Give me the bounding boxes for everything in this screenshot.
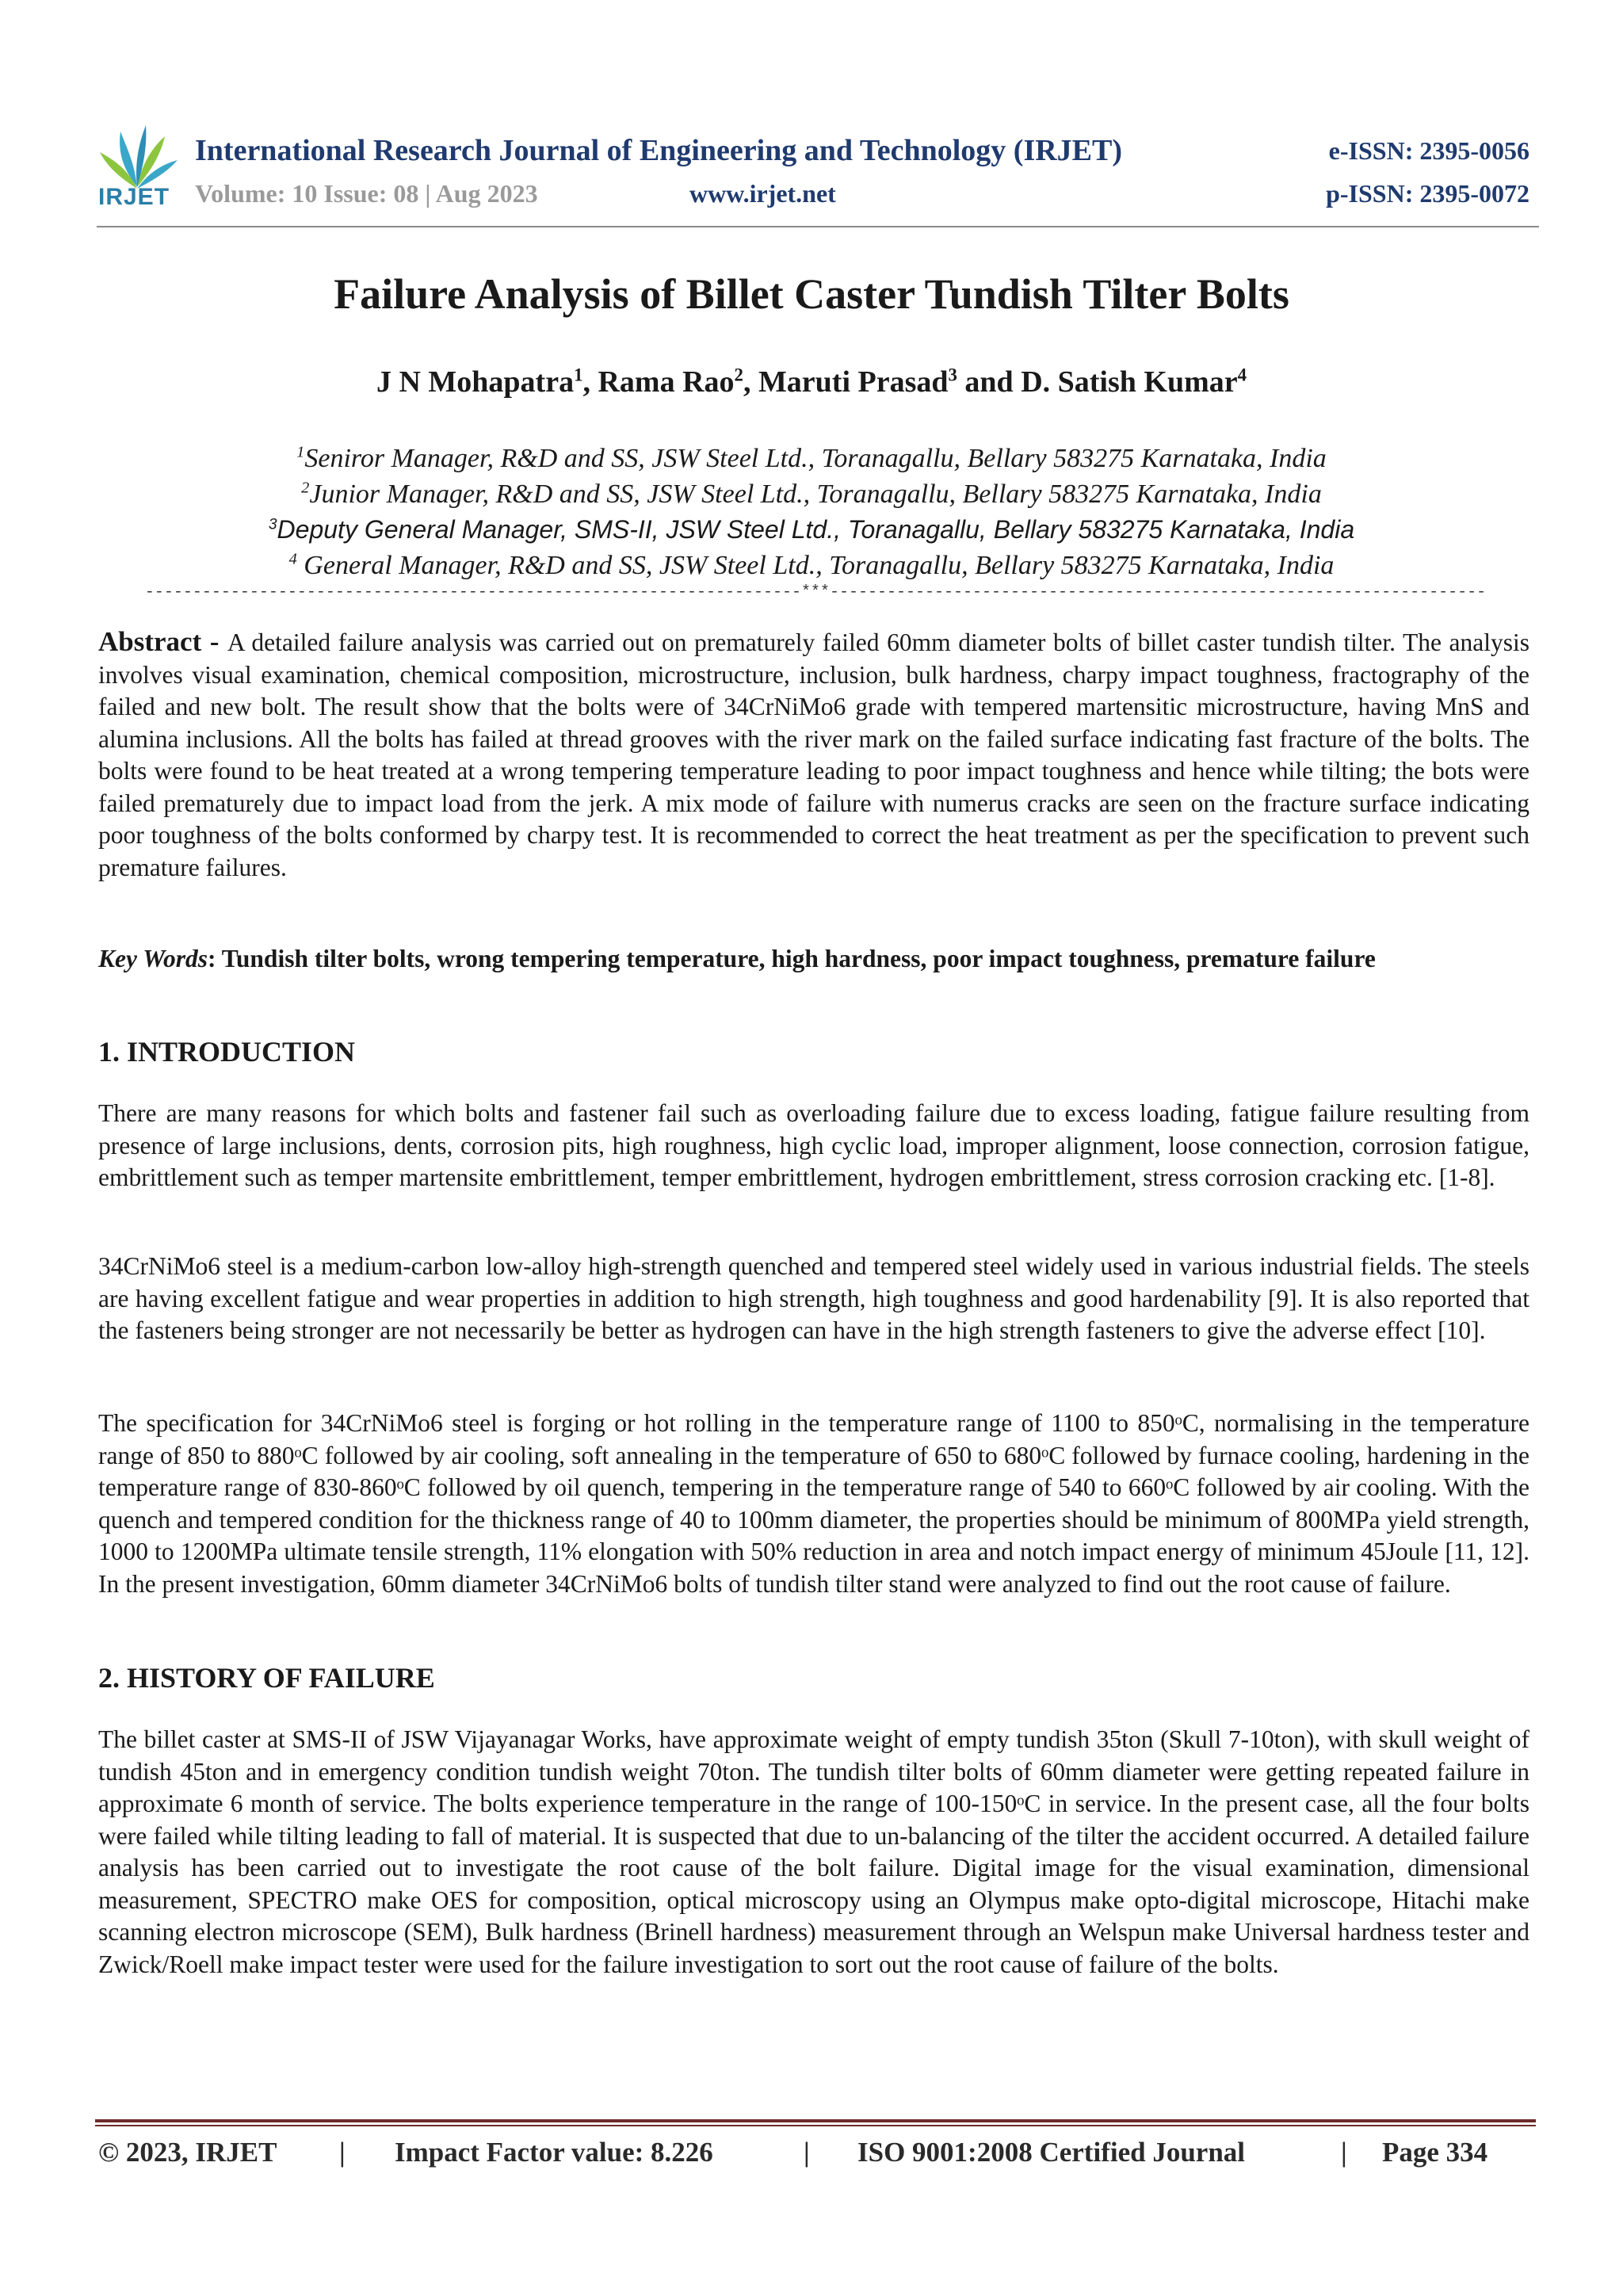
affiliation-text: General Manager, R&D and SS, JSW Steel Ltd., Toranagallu, Bellary 583275 Karnataka, India xyxy=(296,551,1335,580)
footer-separator: | xyxy=(1341,2137,1347,2168)
logo-text: IRJET xyxy=(98,184,170,210)
author-separator: and xyxy=(957,365,1022,399)
author-sup: 2 xyxy=(734,365,743,385)
paragraph: The specification for 34CrNiMo6 steel is forging or hot rolling in the temperature range of 1100 to 850ᵒC, normalising in the temperature range of 850 to 880ᵒC followed by air cooling, soft annealing in the temperature of 650 to 680ᵒC followed by furnace cooling, hardening in the temperature range of 830-860ᵒC followed by oil quench, tempering in the temperature range of 540 to 660ᵒC followed by air cooling. With the quench and tempered condition for the thickness range of 40 to 100mm diameter, the properties should be minimum of 800MPa yield strength, 1000 to 1200MPa ultimate tensile strength, 11% elongation with 50% reduction in area and notch impact energy of minimum 45Joule [11, 12]. In the present investigation, 60mm diameter 34CrNiMo6 bolts of tundish tilter stand were analyzed to find out the root cause of failure. xyxy=(98,1409,1529,1598)
keywords-text: : Tundish tilter bolts, wrong tempering temperature, high hardness, poor impact toughness, premature failure xyxy=(207,945,1376,972)
affiliation-item xyxy=(0,512,1623,548)
p-issn: p-ISSN: 2395-0072 xyxy=(1326,179,1529,208)
footer-iso: ISO 9001:2008 Certified Journal xyxy=(857,2137,1246,2168)
paragraph: There are many reasons for which bolts and fastener fail such as overloading failure due to excess loading, fatigue failure resulting from presence of large inclusions, dents, corrosion pits, high roughness, high cyclic load, improper alignment, loose connection, corrosion fatigue, embrittlement such as temper martensite embrittlement, temper embrittlement, hydrogen embrittlement, stress corrosion cracking etc. [1-8]. xyxy=(98,1099,1529,1191)
affiliation-sup: 2 xyxy=(301,479,310,497)
footer-divider xyxy=(95,2125,1536,2126)
e-issn: e-ISSN: 2395-0056 xyxy=(1328,136,1529,165)
affiliation-list xyxy=(0,441,1623,583)
author-sup: 1 xyxy=(574,365,583,385)
affiliation-text: Seniror Manager, R&D and SS, JSW Steel Ltd., Toranagallu, Bellary 583275 Karnataka, India xyxy=(304,444,1327,473)
footer-copyright: © 2023, IRJET xyxy=(98,2137,277,2168)
affiliation-sup: 3 xyxy=(268,516,277,533)
footer-impact-factor: Impact Factor value: 8.226 xyxy=(395,2137,713,2168)
author-sup: 3 xyxy=(948,365,957,385)
affiliation-sup: 4 xyxy=(288,550,297,568)
paper-title: Failure Analysis of Billet Caster Tundish Tilter Bolts xyxy=(334,270,1289,318)
abstract-text: A detailed failure analysis was carried out on prematurely failed 60mm diameter bolts of billet caster tundish tilter. The analysis involves visual examination, chemical composition, microstructure, inclusion, bulk hardness, charpy impact toughness, fractography of the failed and new bolt. The result show that the bolts were of 34CrNiMo6 grade with tempered martensitic microstructure, having MnS and alumina inclusions. All the bolts has failed at thread grooves with the river mark on the failed surface indicating fast fracture of the bolts. The bolts were found to be heat treated at a wrong tempering temperature leading to poor impact toughness and hence while tilting; the bots were failed prematurely due to impact load from the jerk. A mix mode of failure with numerus cracks are seen on the fracture surface indicating poor toughness of the bolts conformed by charpy test. It is recommended to correct the heat treatment as per the specification to prevent such premature failures. xyxy=(98,628,1529,881)
affiliation-text: Deputy General Manager, SMS-II, JSW Steel Ltd., Toranagallu, Bellary 583275 Karnataka, India xyxy=(277,515,1355,544)
author-sup: 4 xyxy=(1237,365,1247,385)
author-name: J N Mohapatra xyxy=(376,365,575,399)
affiliation-item xyxy=(0,548,1623,583)
affiliation-item xyxy=(0,476,1623,512)
paragraph: 34CrNiMo6 steel is a medium-carbon low-alloy high-strength quenched and tempered steel widely used in various industrial fields. The steels are having excellent fatigue and wear properties in addition to high strength, high toughness and good hardenability [9]. It is also reported that the fasteners being stronger are not necessarily be better as hydrogen can have in the high strength fasteners to give the adverse effect [10]. xyxy=(98,1252,1529,1344)
volume-issue: Volume: 10 Issue: 08 | Aug 2023 xyxy=(195,179,538,208)
author-separator: , xyxy=(743,365,758,399)
journal-name: International Research Journal of Engineering and Technology (IRJET) xyxy=(195,134,1123,167)
keywords-label: Key Words xyxy=(98,945,208,972)
affiliation-text: Junior Manager, R&D and SS, JSW Steel Ltd., Toranagallu, Bellary 583275 Karnataka, India xyxy=(309,479,1322,509)
author-name: Maruti Prasad xyxy=(758,365,949,399)
separator-line: ---------------------------------------------------------------------***--------------------------------------------------------------------- xyxy=(144,583,1487,602)
page-footer xyxy=(98,2137,1525,2176)
paragraph: The billet caster at SMS-II of JSW Vijayanagar Works, have approximate weight of empty tundish 35ton (Skull 7-10ton), with skull weight of tundish 45ton and in emergency condition tundish weight 70ton. The tundish tilter bolts of 60mm diameter were getting repeated failure in approximate 6 month of service. The bolts experience temperature in the range of 100-150ᵒC in service. In the present case, all the four bolts were failed while tilting leading to fall of material. It is suspected that due to un-balancing of the tilter the accident occurred. A detailed failure analysis has been carried out to investigate the root cause of the bolt failure. Digital image for the visual examination, dimensional measurement, SPECTRO make OES for composition, optical microscopy using an Olympus make opto-digital microscope, Hitachi make scanning electron microscope (SEM), Bulk hardness (Brinell hardness) measurement through an Welspun make Universal hardness tester and Zwick/Roell make impact tester were used for the failure investigation to sort out the root cause of failure of the bolts. xyxy=(98,1725,1529,1978)
affiliation-item xyxy=(0,441,1623,476)
header-divider xyxy=(97,226,1539,227)
author-name: D. Satish Kumar xyxy=(1021,365,1238,399)
author-separator: , xyxy=(582,365,598,399)
affiliation-sup: 1 xyxy=(296,443,305,461)
author-name: Rama Rao xyxy=(598,365,735,399)
footer-separator: | xyxy=(804,2137,810,2168)
section-heading: 1. INTRODUCTION xyxy=(98,1036,356,1068)
abstract-label: Abstract - xyxy=(98,626,227,657)
section-heading: 2. HISTORY OF FAILURE xyxy=(98,1662,435,1694)
abstract xyxy=(98,626,1529,884)
journal-website[interactable]: www.irjet.net xyxy=(689,179,836,208)
footer-divider xyxy=(95,2119,1536,2122)
keywords xyxy=(98,943,1529,976)
footer-page-number: Page 334 xyxy=(1382,2137,1488,2168)
footer-separator: | xyxy=(339,2137,346,2168)
author-list xyxy=(0,365,1623,399)
